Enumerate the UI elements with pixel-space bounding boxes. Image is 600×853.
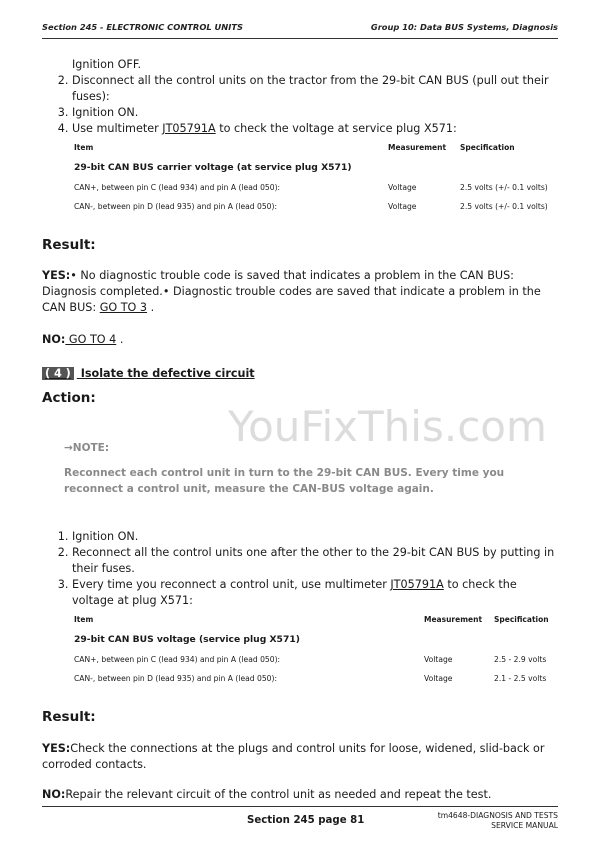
table-cell-item: CAN-, between pin D (lead 935) and pin A (lead 050): <box>74 202 278 211</box>
step4-result-yes <box>42 741 558 773</box>
col-header-spec: Specification <box>494 614 549 624</box>
col-header-item: Item <box>74 142 94 152</box>
step3-item-4-text: Use multimeter <box>72 122 163 135</box>
step4-result-heading-wrap <box>42 709 558 725</box>
table-header-row <box>74 610 558 628</box>
step4-list <box>42 529 558 609</box>
table-cell-item: CAN+, between pin C (lead 934) and pin A (lead 050): <box>74 183 281 192</box>
table-cell-item: CAN+, between pin C (lead 934) and pin A (lead 050): <box>74 655 281 664</box>
step3-item-4-text-end: to check the voltage at service plug X571: <box>215 122 457 135</box>
col-header-measurement: Measurement <box>388 142 447 152</box>
table-cell-measurement: Voltage <box>424 655 453 664</box>
table-subheading: 29-bit CAN BUS voltage (service plug X571) <box>74 633 300 645</box>
step3-result-yes <box>42 268 558 316</box>
no-label: NO: <box>42 788 66 801</box>
footer-divider <box>42 806 558 807</box>
table-cell-measurement: Voltage <box>424 674 453 683</box>
yes-label: YES: <box>42 269 71 282</box>
table-subheading-row <box>74 628 558 650</box>
step3-item-3: 3. Ignition ON. <box>72 105 558 121</box>
table-cell-spec: 2.5 - 2.9 volts <box>494 655 547 664</box>
note-label: →NOTE: <box>64 442 110 454</box>
table-cell-measurement: Voltage <box>388 183 417 192</box>
step3-result-heading-wrap <box>42 237 558 253</box>
col-header-item: Item <box>74 614 94 624</box>
footer-page-number: Section 245 page 81 <box>247 815 365 826</box>
footer-manual-title <box>438 811 558 831</box>
step4-title: Isolate the defective circuit <box>76 367 255 380</box>
table-cell-spec: 2.1 - 2.5 volts <box>494 674 547 683</box>
note-label-wrap <box>64 436 558 455</box>
step3-spec-table <box>74 138 558 216</box>
header-group-title: Group 10: Data BUS Systems, Diagnosis <box>370 22 558 32</box>
yes-text: Check the connections at the plugs and control units for loose, widened, slid-back or corroded contacts. <box>42 742 545 771</box>
step3-item-2: 2. Disconnect all the control units on the tractor from the 29-bit CAN BUS (pull out their fuses): <box>72 73 558 105</box>
step4-item-3-text-end: to check the voltage at plug X571: <box>72 578 517 607</box>
result-heading: Result: <box>42 709 96 725</box>
header-section-title: Section 245 - ELECTRONIC CONTROL UNITS <box>42 22 243 32</box>
goto-4-link[interactable]: GO TO 4 <box>65 333 117 346</box>
table-subheading-row <box>74 156 558 178</box>
step4-item-2: 2. Reconnect all the control units one after the other to the 29-bit CAN BUS by putting in their fuses. <box>72 545 558 577</box>
step4-result-no <box>42 787 558 803</box>
table-row <box>74 650 558 669</box>
note-text: Reconnect each control unit in turn to the 29-bit CAN BUS. Every time you reconnect a control unit, measure the CAN-BUS voltage again. <box>64 467 505 495</box>
page-header <box>42 22 558 36</box>
goto-3-link[interactable]: GO TO 3 <box>99 301 148 314</box>
step4-item-3 <box>72 577 558 609</box>
step4-spec-table <box>74 610 558 688</box>
table-cell-spec: 2.5 volts (+/- 0.1 volts) <box>460 183 548 192</box>
step-number-badge: ( 4 ) <box>42 367 74 380</box>
step4-heading <box>42 362 558 381</box>
table-cell-measurement: Voltage <box>388 202 417 211</box>
table-header-row <box>74 138 558 156</box>
step3-result-no <box>42 332 558 348</box>
no-label: NO: <box>42 333 66 346</box>
col-header-measurement: Measurement <box>424 614 483 624</box>
col-header-spec: Specification <box>460 142 515 152</box>
multimeter-link[interactable]: JT05791A <box>162 122 216 135</box>
yes-label: YES: <box>42 742 71 755</box>
footer-manual-line-1: tm4648-DIAGNOSIS AND TESTS <box>437 811 558 820</box>
step4-procedure <box>42 529 558 609</box>
result-heading: Result: <box>42 237 96 253</box>
no-text-end: . <box>116 333 124 346</box>
table-row <box>74 669 558 688</box>
step4-item-3-text: Every time you reconnect a control unit, use multimeter <box>72 578 391 591</box>
table-cell-spec: 2.5 volts (+/- 0.1 volts) <box>460 202 548 211</box>
note-box <box>64 465 540 497</box>
table-row <box>74 178 558 197</box>
yes-text: • No diagnostic trouble code is saved that indicates a problem in the CAN BUS: Diagnosis completed.• Diagnostic trouble codes are saved that indicate a problem in the CAN BUS: <box>42 269 541 314</box>
table-row <box>74 197 558 216</box>
table-subheading: 29-bit CAN BUS carrier voltage (at service plug X571) <box>74 161 352 173</box>
step3-continued-text: Ignition OFF. <box>72 58 142 71</box>
no-text: Repair the relevant circuit of the control unit as needed and repeat the test. <box>65 788 492 801</box>
footer-manual-line-2: SERVICE MANUAL <box>491 821 558 830</box>
action-heading: Action: <box>42 390 96 406</box>
table-cell-item: CAN-, between pin D (lead 935) and pin A (lead 050): <box>74 674 278 683</box>
step3-procedure <box>42 57 558 137</box>
yes-text-end: . <box>147 301 155 314</box>
step3-item-4 <box>72 121 558 137</box>
header-divider <box>42 38 558 39</box>
step3-list <box>42 73 558 137</box>
step4-item-1: 1. Ignition ON. <box>72 529 558 545</box>
watermark: YouFixThis.com <box>228 402 547 451</box>
multimeter-link[interactable]: JT05791A <box>390 578 444 591</box>
